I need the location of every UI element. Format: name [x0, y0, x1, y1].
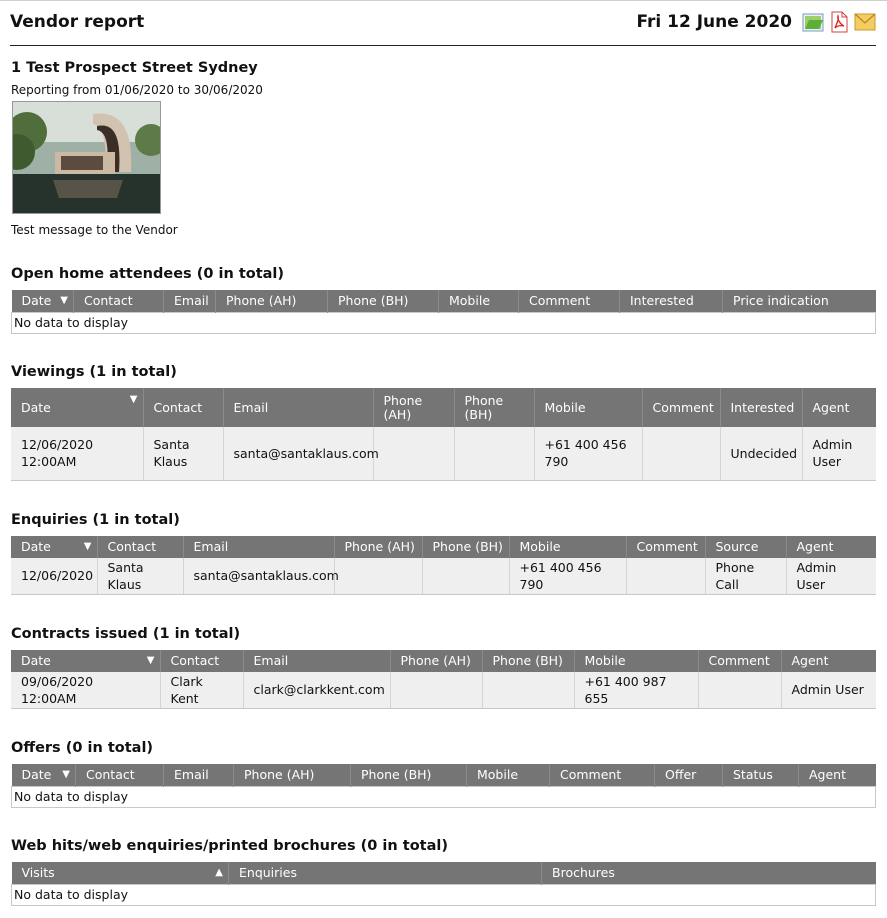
column-header-contact[interactable]: Contact — [74, 290, 164, 312]
cell-date: 12/06/2020 12:00AM — [11, 427, 143, 480]
column-header-phone-bh[interactable]: Phone (BH) — [422, 536, 509, 558]
sort-descending-icon[interactable]: ▼ — [60, 294, 68, 306]
cell-agent: Admin User — [802, 427, 876, 480]
pdf-icon[interactable] — [828, 11, 850, 33]
report-header — [10, 12, 876, 46]
viewings-title: Viewings (1 in total) — [11, 364, 177, 380]
column-header-status[interactable]: Status — [723, 764, 799, 786]
column-header-contact[interactable]: Contact — [97, 536, 183, 558]
cell-email: santa@santaklaus.com — [183, 558, 334, 594]
sort-descending-icon[interactable]: ▼ — [146, 655, 155, 666]
table-row[interactable] — [11, 672, 876, 708]
column-header-phone-ah[interactable]: Phone (AH) — [334, 536, 422, 558]
vendor-message: Test message to the Vendor — [11, 223, 178, 237]
top-border — [0, 0, 887, 1]
offers-table — [11, 764, 876, 808]
contracts-title: Contracts issued (1 in total) — [11, 626, 241, 642]
table-header-row — [12, 290, 876, 312]
cell-mobile: +61 400 456 790 — [534, 427, 642, 480]
column-header-date[interactable]: Date ▼ — [12, 764, 76, 786]
web-hits-title: Web hits/web enquiries/printed brochures (0 in total) — [11, 838, 448, 854]
column-header-comment[interactable]: Comment — [519, 290, 620, 312]
column-header-mobile[interactable]: Mobile — [467, 764, 550, 786]
cell-phone-ah — [373, 427, 454, 480]
no-data-message: No data to display — [12, 312, 876, 333]
sort-descending-icon[interactable]: ▼ — [129, 394, 138, 405]
column-header-date[interactable]: Date ▼ — [12, 290, 74, 312]
cell-comment — [642, 427, 720, 480]
cell-date: 09/06/2020 12:00AM — [11, 672, 160, 708]
cell-phone-bh — [454, 427, 534, 480]
column-header-phone-ah[interactable]: Phone (AH) — [234, 764, 351, 786]
column-header-email[interactable]: Email — [243, 650, 390, 672]
column-header-phone-bh[interactable]: Phone (BH) — [454, 388, 534, 427]
sort-descending-icon[interactable]: ▼ — [62, 768, 70, 780]
web-hits-table — [11, 862, 876, 906]
column-header-enquiries[interactable]: Enquiries — [229, 862, 542, 884]
cell-interested: Undecided — [720, 427, 802, 480]
reporting-period: Reporting from 01/06/2020 to 30/06/2020 — [11, 83, 263, 97]
column-header-phone-bh[interactable]: Phone (BH) — [482, 650, 574, 672]
sort-ascending-icon[interactable]: ▲ — [215, 866, 223, 878]
column-header-mobile[interactable]: Mobile — [534, 388, 642, 427]
column-header-price-indication[interactable]: Price indication — [723, 290, 876, 312]
contracts-table — [11, 650, 876, 709]
page-title: Vendor report — [10, 12, 145, 32]
column-header-visits[interactable]: Visits ▲ — [12, 862, 229, 884]
column-header-email[interactable]: Email — [223, 388, 373, 427]
cell-agent: Admin User — [781, 672, 876, 708]
table-row[interactable] — [11, 427, 876, 480]
cell-contact: Santa Klaus — [97, 558, 183, 594]
open-home-table — [11, 290, 876, 334]
cell-contact: Clark Kent — [160, 672, 243, 708]
enquiries-table — [11, 536, 876, 595]
no-data-message: No data to display — [12, 786, 876, 807]
column-header-date[interactable]: Date ▼ — [11, 650, 160, 672]
cell-agent: Admin User — [786, 558, 876, 594]
cell-email: clark@clarkkent.com — [243, 672, 390, 708]
cell-comment — [626, 558, 705, 594]
column-header-brochures[interactable]: Brochures — [542, 862, 876, 884]
cell-comment — [698, 672, 781, 708]
table-row[interactable] — [11, 558, 876, 594]
enquiries-title: Enquiries (1 in total) — [11, 512, 180, 528]
column-header-comment[interactable]: Comment — [550, 764, 655, 786]
cell-email: santa@santaklaus.com — [223, 427, 373, 480]
column-header-phone-ah[interactable]: Phone (AH) — [216, 290, 328, 312]
column-header-phone-bh[interactable]: Phone (BH) — [351, 764, 467, 786]
column-header-phone-bh[interactable]: Phone (BH) — [328, 290, 439, 312]
column-header-agent[interactable]: Agent — [799, 764, 876, 786]
offers-title: Offers (0 in total) — [11, 740, 154, 756]
column-header-mobile[interactable]: Mobile — [574, 650, 698, 672]
table-header-row — [11, 650, 876, 672]
column-header-contact[interactable]: Contact — [160, 650, 243, 672]
open-folder-icon[interactable] — [802, 11, 824, 33]
column-header-email[interactable]: Email — [183, 536, 334, 558]
column-header-agent[interactable]: Agent — [781, 650, 876, 672]
email-icon[interactable] — [854, 11, 876, 33]
table-header-row — [11, 388, 876, 427]
viewings-table — [11, 388, 876, 481]
cell-phone-bh — [422, 558, 509, 594]
cell-contact: Santa Klaus — [143, 427, 223, 480]
cell-date: 12/06/2020 — [11, 558, 97, 594]
column-header-phone-ah[interactable]: Phone (AH) — [373, 388, 454, 427]
column-header-comment[interactable]: Comment — [698, 650, 781, 672]
cell-phone-ah — [390, 672, 482, 708]
cell-source: Phone Call — [705, 558, 786, 594]
column-header-mobile[interactable]: Mobile — [509, 536, 626, 558]
table-header-row — [12, 764, 876, 786]
cell-mobile: +61 400 987 655 — [574, 672, 698, 708]
column-header-agent[interactable]: Agent — [802, 388, 876, 427]
column-header-mobile[interactable]: Mobile — [439, 290, 519, 312]
no-data-message: No data to display — [12, 884, 876, 905]
property-photo — [12, 101, 161, 214]
column-header-interested[interactable]: Interested — [720, 388, 802, 427]
table-header-row — [11, 536, 876, 558]
column-header-interested[interactable]: Interested — [620, 290, 723, 312]
column-header-comment[interactable]: Comment — [642, 388, 720, 427]
cell-phone-ah — [334, 558, 422, 594]
column-header-agent[interactable]: Agent — [786, 536, 876, 558]
column-header-date[interactable]: Date ▼ — [11, 536, 97, 558]
report-date: Fri 12 June 2020 — [636, 12, 792, 32]
cell-mobile: +61 400 456 790 — [509, 558, 626, 594]
column-header-comment[interactable]: Comment — [626, 536, 705, 558]
cell-phone-bh — [482, 672, 574, 708]
property-address: 1 Test Prospect Street Sydney — [11, 60, 258, 76]
column-header-email[interactable]: Email — [164, 764, 234, 786]
column-header-offer[interactable]: Offer — [655, 764, 723, 786]
column-header-source[interactable]: Source — [705, 536, 786, 558]
column-header-contact[interactable]: Contact — [76, 764, 164, 786]
column-header-phone-ah[interactable]: Phone (AH) — [390, 650, 482, 672]
table-header-row — [12, 862, 876, 884]
column-header-date[interactable]: Date ▼ — [11, 388, 143, 427]
sort-descending-icon[interactable]: ▼ — [83, 541, 92, 552]
column-header-contact[interactable]: Contact — [143, 388, 223, 427]
column-header-email[interactable]: Email — [164, 290, 216, 312]
open-home-title: Open home attendees (0 in total) — [11, 266, 285, 282]
